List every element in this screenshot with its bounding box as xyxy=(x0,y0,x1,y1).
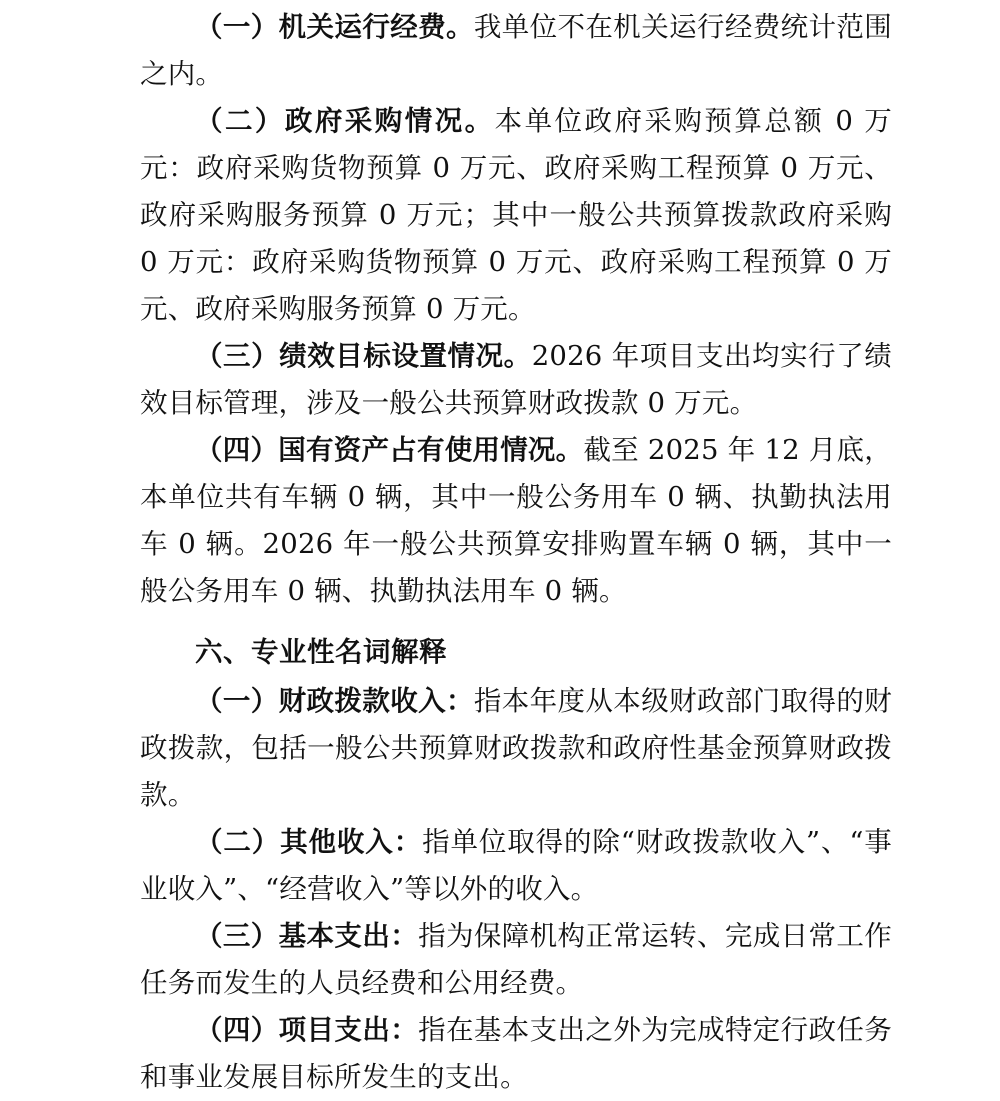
paragraph-government-procurement xyxy=(140,98,892,333)
paragraph-lead: （二）其他收入： xyxy=(195,826,423,858)
paragraph-performance-targets xyxy=(140,333,892,427)
paragraph-body: 指单位取得的除“财政拨款收入”、“事业收入”、“经营收入”等以外的收入。 xyxy=(140,826,892,905)
paragraph-project-expenditure xyxy=(140,1007,892,1101)
paragraph-basic-expenditure xyxy=(140,913,892,1007)
paragraph-lead: （四）项目支出： xyxy=(195,1014,419,1046)
paragraph-state-owned-assets xyxy=(140,427,892,615)
section-spacer xyxy=(140,615,892,621)
paragraph-lead: （三）基本支出： xyxy=(195,920,419,952)
paragraph-lead: （一）机关运行经费。 xyxy=(195,11,474,43)
paragraph-lead: （三）绩效目标设置情况。 xyxy=(195,340,532,372)
paragraph-lead: （一）财政拨款收入： xyxy=(195,685,474,717)
paragraph-body: 2026 年项目支出均实行了绩效目标管理，涉及一般公共预算财政拨款 0 万元。 xyxy=(140,340,892,419)
paragraph-agency-operating-expenses xyxy=(140,4,892,98)
paragraph-body: 指本年度从本级财政部门取得的财政拨款，包括一般公共预算财政拨款和政府性基金预算财政拨款。 xyxy=(140,685,892,811)
paragraph-body: 我单位不在机关运行经费统计范围之内。 xyxy=(140,11,892,90)
paragraph-lead: （四）国有资产占有使用情况。 xyxy=(195,434,584,466)
paragraph-fiscal-appropriation-income xyxy=(140,678,892,819)
paragraph-body: 本单位政府采购预算总额 0 万元：政府采购货物预算 0 万元、政府采购工程预算 0 万元、政府采购服务预算 0 万元；其中一般公共预算拨款政府采购 0 万元：政府采购货物预算 0 万元、政府采购工程预算 0 万元、政府采购服务预算 0 万元。 xyxy=(140,105,893,325)
paragraph-body: 截至 2025 年 12 月底，本单位共有车辆 0 辆，其中一般公务用车 0 辆、执勤执法用车 0 辆。2026 年一般公共预算安排购置车辆 0 辆，其中一般公务用车 0 辆、执勤执法用车 0 辆。 xyxy=(140,434,892,607)
paragraph-lead: （二）政府采购情况。 xyxy=(195,105,495,137)
paragraph-body: 指为保障机构正常运转、完成日常工作任务而发生的人员经费和公用经费。 xyxy=(140,920,892,999)
paragraph-other-income xyxy=(140,819,892,913)
paragraph-body: 指在基本支出之外为完成特定行政任务和事业发展目标所发生的支出。 xyxy=(140,1014,892,1093)
section-heading-terminology: 六、专业性名词解释 xyxy=(195,636,447,668)
